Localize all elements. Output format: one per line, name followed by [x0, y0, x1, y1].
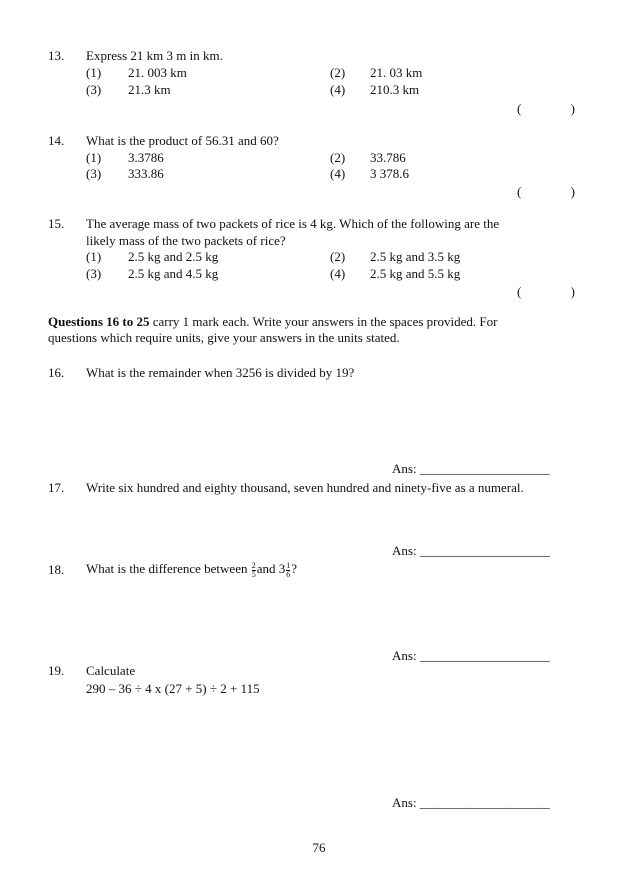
q15-option-4-text: 2.5 kg and 5.5 kg — [370, 266, 461, 281]
q15-option-4-label: (4) — [330, 266, 346, 281]
q17-answer-line[interactable]: Ans: ____________________ — [392, 543, 550, 558]
question-19-stem-line-1: Calculate — [86, 663, 136, 678]
q15-option-1-text: 2.5 kg and 2.5 kg — [128, 249, 219, 264]
q14-option-2-label: (2) — [330, 150, 346, 165]
q13-option-3-text: 21.3 km — [128, 82, 171, 97]
page-number: 76 — [312, 840, 326, 855]
q14-option-4-label: (4) — [330, 166, 346, 181]
question-17-stem: Write six hundred and eighty thousand, seven hundred and ninety-five as a numeral. — [86, 480, 524, 495]
bracket-close: ) — [570, 101, 575, 116]
question-16-stem: What is the remainder when 3256 is divided by 19? — [86, 365, 355, 380]
q14-option-1-label: (1) — [86, 150, 102, 165]
question-15-number: 15. — [48, 216, 65, 231]
question-14-stem: What is the product of 56.31 and 60? — [86, 133, 279, 148]
question-19-expression: 290 – 36 ÷ 4 x (27 + 5) ÷ 2 + 115 — [86, 681, 260, 696]
question-13-number: 13. — [48, 48, 65, 63]
bracket-open: ( — [517, 101, 522, 116]
q14-option-3-text: 333.86 — [128, 166, 164, 181]
instructions-bold: Questions 16 to 25 — [48, 314, 150, 329]
q13-option-1-text: 21. 003 km — [128, 65, 187, 80]
fraction-two-fifths: $\frac{2}{5}$ — [251, 560, 256, 579]
section-instructions-line-1 — [48, 314, 497, 329]
question-18-number: 18. — [48, 562, 65, 577]
q14-answer-bracket[interactable] — [517, 184, 575, 199]
q15-option-3-label: (3) — [86, 266, 102, 281]
section-instructions-line-2: questions which require units, give your answers in the units stated. — [48, 330, 400, 345]
bracket-open: ( — [517, 284, 522, 299]
q18-stem-mid: and — [256, 561, 276, 576]
fraction-one-sixth: $\frac{1}{6}$ — [286, 560, 291, 579]
question-18-stem — [86, 556, 297, 582]
bracket-open: ( — [517, 184, 522, 199]
q15-answer-bracket[interactable] — [517, 284, 575, 299]
q13-option-4-label: (4) — [330, 82, 346, 97]
instructions-rest: carry 1 mark each. Write your answers in the spaces provided. For — [149, 314, 498, 329]
bracket-close: ) — [570, 184, 575, 199]
q14-option-3-label: (3) — [86, 166, 102, 181]
question-13-stem: Express 21 km 3 m in km. — [86, 48, 223, 63]
q19-answer-line[interactable]: Ans: ____________________ — [392, 795, 550, 810]
q13-option-3-label: (3) — [86, 82, 102, 97]
question-14-number: 14. — [48, 133, 65, 148]
q13-option-2-label: (2) — [330, 65, 346, 80]
question-15-stem-line-1: The average mass of two packets of rice is 4 kg. Which of the following are the — [86, 216, 500, 231]
q18-stem-pre: What is the difference between — [86, 561, 251, 576]
q14-option-2-text: 33.786 — [370, 150, 406, 165]
bracket-close: ) — [570, 284, 575, 299]
q15-option-2-label: (2) — [330, 249, 346, 264]
q18-answer-line[interactable]: Ans: ____________________ — [392, 648, 550, 663]
q13-answer-bracket[interactable] — [517, 101, 575, 116]
q13-option-2-text: 21. 03 km — [370, 65, 423, 80]
q15-option-1-label: (1) — [86, 249, 102, 264]
q15-option-2-text: 2.5 kg and 3.5 kg — [370, 249, 461, 264]
question-16-number: 16. — [48, 365, 65, 380]
question-19-number: 19. — [48, 663, 65, 678]
q18-whole-number: 3 — [278, 561, 286, 576]
q13-option-4-text: 210.3 km — [370, 82, 420, 97]
question-17-number: 17. — [48, 480, 65, 495]
q15-option-3-text: 2.5 kg and 4.5 kg — [128, 266, 219, 281]
q14-option-1-text: 3.3786 — [128, 150, 164, 165]
q14-option-4-text: 3 378.6 — [370, 166, 409, 181]
q13-option-1-label: (1) — [86, 65, 102, 80]
q16-answer-line[interactable]: Ans: ____________________ — [392, 461, 550, 476]
q18-stem-post: ? — [291, 561, 298, 576]
question-15-stem-line-2: likely mass of the two packets of rice? — [86, 233, 286, 248]
